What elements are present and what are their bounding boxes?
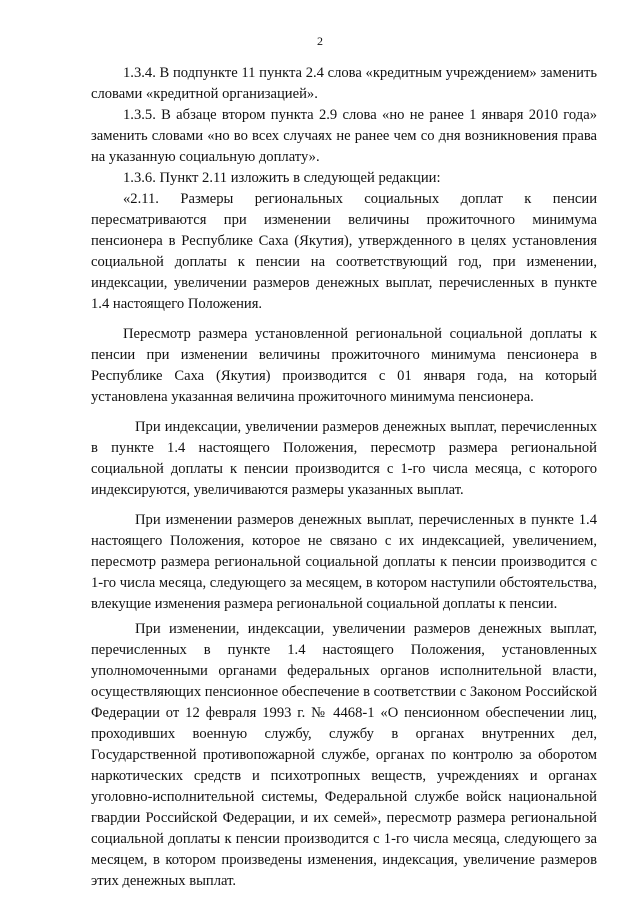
paragraph-federal-payments: При изменении, индексации, увеличении размеров денежных выплат, перечисленных в пункте 1.4 настоящего Положения, установленных уполномоченными органами федеральных органов исполнительной власти, осуществляющих пенсионное обеспечение в соответствии с Законом Российской Федерации от 12 февраля 1993 г. № 4468-1 «О пенсионном обеспечении лиц, проходивших военную службу, службу в органах внутренних дел, Государственной противопожарной службе, органах по контролю за оборотом наркотических средств и психотропных веществ, учреждениях и органах уголовно-исполнительной системы, Федеральной службе войск национальной гвардии Российской Федерации, и их семей», пересмотр размера региональной социальной доплаты к пенсии производится с 1-го числа месяца, следующего за месяцем, в котором произведены изменения, индексация, увеличение размеров этих денежных выплат. [91, 621, 597, 889]
page-number: 2 [317, 34, 323, 48]
paragraph-1-3-5: 1.3.5. В абзаце втором пункта 2.9 слова «но не ранее 1 января 2010 года» заменить словами «но во всех случаях не ранее чем со дня возникновения права на указанную социальную доплату». [91, 107, 597, 165]
paragraph-1-3-6: 1.3.6. Пункт 2.11 изложить в следующей редакции: [123, 170, 441, 186]
paragraph-non-indexation-change: При изменении размеров денежных выплат, перечисленных в пункте 1.4 настоящего Положения, которое не связано с их индексацией, увеличением, пересмотр размера региональной социальной доплаты к пенсии производится с 1-го числа месяца, следующего за месяцем, в котором наступили обстоятельства, влекущие изменения размера региональной социальной доплаты к пенсии. [91, 512, 597, 612]
document-body [91, 63, 597, 892]
paragraph-indexation: При индексации, увеличении размеров денежных выплат, перечисленных в пункте 1.4 настоящего Положения, пересмотр размера региональной социальной доплаты к пенсии производится с 1-го числа месяца, с которого индексируются, увеличиваются размеры указанных выплат. [91, 419, 597, 498]
paragraph-pm-review: Пересмотр размера установленной региональной социальной доплаты к пенсии при изменении величины прожиточного минимума пенсионера в Республике Саха (Якутия) производится с 01 января года, на который установлена указанная величина прожиточного минимума пенсионера. [91, 326, 597, 405]
paragraph-2-11: «2.11. Размеры региональных социальных доплат к пенсии пересматриваются при изменении величины прожиточного минимума пенсионера в Республике Саха (Якутия), утвержденного в целях установления социальной доплаты к пенсии на соответствующий год, при изменении, индексации, увеличении размеров денежных выплат, перечисленных в пункте 1.4 настоящего Положения. [91, 191, 597, 312]
paragraph-1-3-4: 1.3.4. В подпункте 11 пункта 2.4 слова «кредитным учреждением» заменить словами «кредитной организацией». [91, 65, 597, 102]
